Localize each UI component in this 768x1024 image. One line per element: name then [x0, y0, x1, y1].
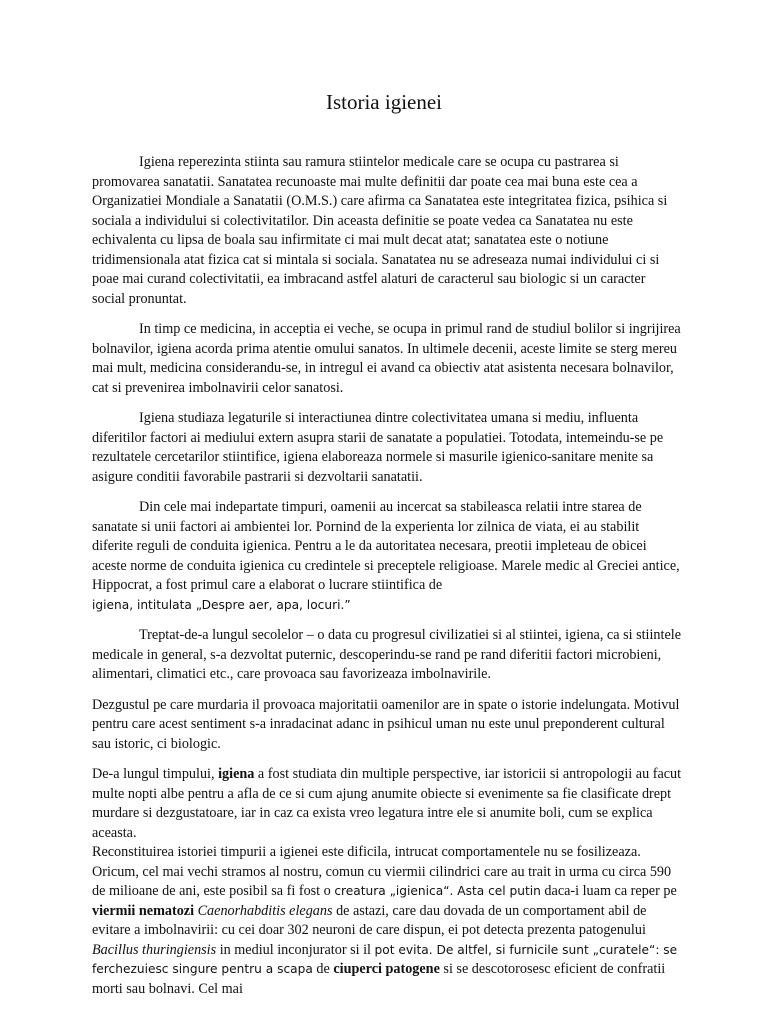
- paragraph-definition: Igiena reperezinta stiinta sau ramura stiintelor medicale care se ocupa cu pastrarea si promovarea sanatatii. Sanatatea recunoaste mai multe definitii dar poate cea mai buna este cea a Organizatiei Mondiale a Sanatatii (O.M.S.) care afirma ca Sanatatea este integritatea fizica, psihica si sociala a individului si colectivitatilor. Din aceasta definitie se poate vedea ca Sanatatea nu este echivalenta cu lipsa de boala sau infirmitate ci mai mult decat atat; sanatatea este o notiune tridimensionala atat fizica cat si mintala si sociala. Sanatatea nu se adreseaza numai individului ci si poae mai curand colectivitatii, ea imbracand astfel alaturi de caracterul sau biologic si un caracter social pronuntat.: [92, 154, 668, 307]
- text-run: in mediul inconjurator si il: [216, 941, 375, 958]
- document-body: [92, 153, 682, 999]
- sans-text-run: pot evita. De altfel, si furnicile sunt „curatele“: se ferchezuiesc singure pentru a scapa: [92, 942, 678, 976]
- text-run: Reconstituirea istoriei timpurii a igienei este dificila, intrucat comportamentele nu se fosilizeaza. Oricum, cel mai vechi stramos al nostru, comun cu viermii cilindrici care au trait in urma cu circa 590 de milioane de ani, este posibil sa fi fost o: [92, 844, 672, 899]
- italic-term: Bacillus thuringiensis: [92, 941, 217, 958]
- paragraph-perspectives: [92, 765, 682, 843]
- text-run: de astazi, care dau dovada de un comportament abil de evitare a imbolnavirii: cu cei doar 302 neuroni de care dispun, ei pot detecta prezenta patogenului: [92, 902, 647, 938]
- page-title: Istoria igienei: [325, 90, 443, 114]
- italic-term: Caenorhabditis elegans: [197, 902, 333, 919]
- paragraph-ancient-times-tail: igiena, intitulata „Despre aer, apa, locuri.”: [92, 597, 351, 612]
- paragraph-early-history: [92, 843, 682, 999]
- paragraph-medicine: In timp ce medicina, in acceptia ei veche, se ocupa in primul rand de studiul bolilor si ingrijirea bolnavilor, igiena acorda prima atentie omului sanatos. In ultimele decenii, aceste limite se sterg mereu mai mult, medicina considerandu-se, in intregul ei avand ca obiectiv atat asistenta necesara bolnavilor, cat si prevenirea imbolnavirii celor sanatosi.: [92, 321, 681, 396]
- paragraph-disgust: Dezgustul pe care murdaria il provoaca majoritatii oamenilor are in spate o istorie indelungata. Motivul pentru care acest sentiment s-a inradacinat adanc in psihicul uman nu este unul preponderent cultural sau istoric, ci biologic.: [92, 696, 680, 752]
- paragraph-ancient-times-text: Din cele mai indepartate timpuri, oamenii au incercat sa stabileasca relatii intre starea de sanatate si unii factori ai ambientei lor. Pornind de la experienta lor zilnica de viata, ei au stabilit diferite reguli de conduita igienica. Pentru a le da autoritatea necesara, preotii impleteau de obicei aceste norme de conduita igienica cu credintele si preceptele religioase. Marele medic al Greciei antice, Hippocrat, a fost primul care a elaborat o lucrare stiintifica de: [92, 499, 680, 593]
- text-run: De-a lungul timpului,: [92, 766, 219, 782]
- text-run: a fost studiata din multiple perspective, iar istoricii si antropologii au facut multe nopti albe pentru a afla de ce si cum ajung anumite obiecte si evenimente sa fie clasificate drept murdare si dezgustatoare, iar in caz ca exista vreo legatura intre ele si anumite boli, cum se explica aceasta.: [92, 766, 682, 841]
- bold-term: igiena: [218, 766, 255, 782]
- bold-term: ciuperci patogene: [333, 961, 440, 977]
- sans-text-run: creatura „igienica“. Asta cel putin: [334, 884, 541, 898]
- paragraph-study: Igiena studiaza legaturile si interactiunea dintre colectivitatea umana si mediu, influenta diferitilor factori ai mediului extern asupra starii de sanatate a populatiei. Totodata, intemeindu-se pe rezultatele cercetarilor stiintifice, igiena elaboreaza normele si masurile igienico-sanitare menite sa asigure conditii favorabile pastrarii si dezvoltarii sanatatii.: [92, 410, 664, 485]
- text-run: daca-i luam ca reper pe: [540, 883, 677, 899]
- text-run: si se descotorosesc eficient de confratii morti sau bolnavi. Cel mai: [92, 961, 666, 997]
- bold-term: viermii nematozi: [92, 902, 195, 919]
- text-run: de: [312, 961, 334, 977]
- paragraph-ancient-times: [92, 498, 682, 615]
- paragraph-progress: Treptat-de-a lungul secolelor – o data cu progresul civilizatiei si al stiintei, igiena, ca si stiintele medicale in general, s-a dezvoltat puternic, descoperindu-se rand pe rand diferitii factori microbieni, alimentari, climatici etc., care provoaca sau favorizeaza imbolnavirile.: [92, 627, 681, 682]
